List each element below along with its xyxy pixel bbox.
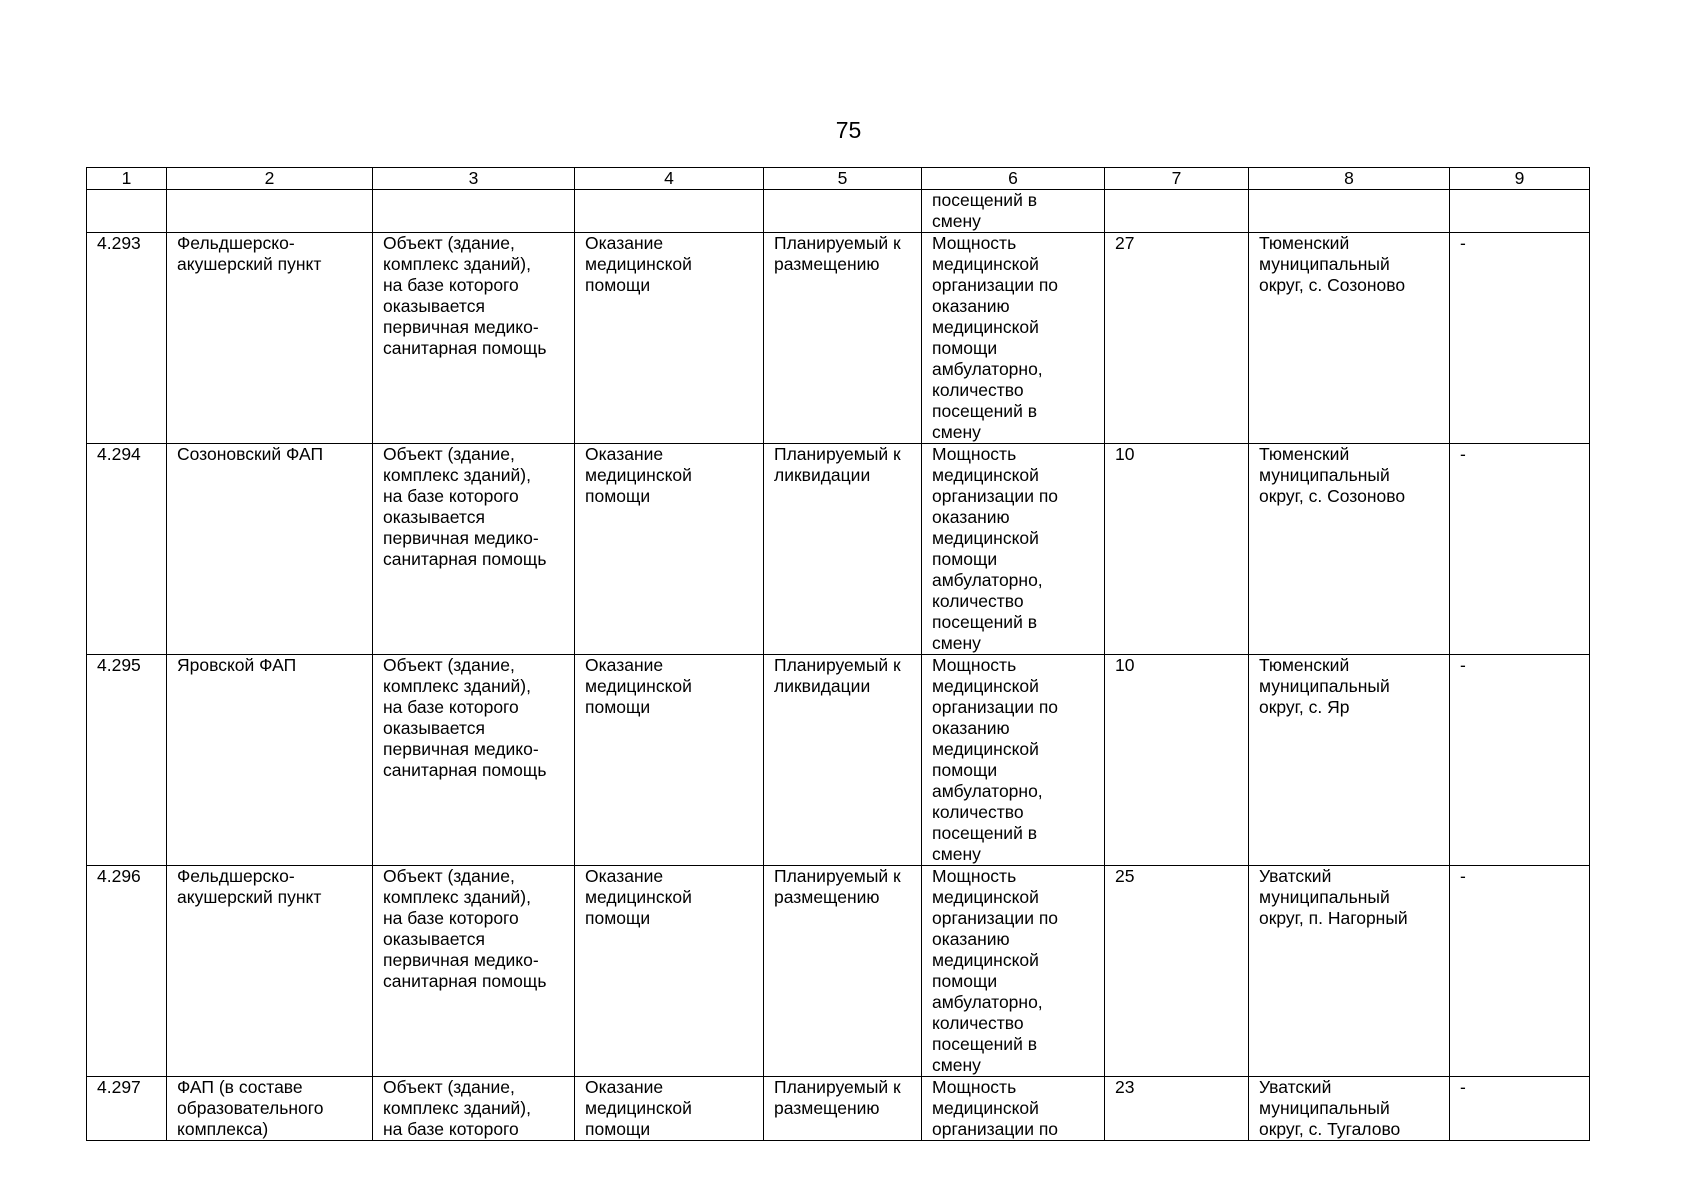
table-cell: Уватский муниципальный округ, п. Нагорный	[1249, 866, 1450, 1077]
table-cell: ФАП (в составе образовательного комплекса)	[167, 1077, 373, 1141]
table-cell: 4.294	[87, 444, 167, 655]
table-cell: посещений в смену	[922, 190, 1105, 233]
table-cell: Объект (здание, комплекс зданий), на базе которого оказывается первичная медико- санитарная помощь	[373, 233, 575, 444]
table-cell: Фельдшерско- акушерский пункт	[167, 866, 373, 1077]
table-row	[87, 655, 1590, 866]
header-cell: 5	[764, 168, 922, 190]
table-cell: -	[1450, 233, 1590, 444]
table-cell: 4.297	[87, 1077, 167, 1141]
table-cell: Мощность медицинской организации по	[922, 1077, 1105, 1141]
table-cell: 4.295	[87, 655, 167, 866]
table-cell	[1450, 190, 1590, 233]
table-cell	[373, 190, 575, 233]
table-cell: Оказание медицинской помощи	[575, 1077, 764, 1141]
table-cell: Тюменский муниципальный округ, с. Созоново	[1249, 233, 1450, 444]
header-cell: 7	[1105, 168, 1249, 190]
objects-table	[86, 167, 1590, 1141]
table-cell: -	[1450, 1077, 1590, 1141]
table-cell: Планируемый к размещению	[764, 1077, 922, 1141]
table-cell: Объект (здание, комплекс зданий), на базе которого оказывается первичная медико- санитарная помощь	[373, 655, 575, 866]
table-cell: Оказание медицинской помощи	[575, 444, 764, 655]
table-cell: Оказание медицинской помощи	[575, 655, 764, 866]
table-cell	[1105, 190, 1249, 233]
table-cell: 10	[1105, 655, 1249, 866]
table-cell	[764, 190, 922, 233]
table-cell	[167, 190, 373, 233]
table-cell: 10	[1105, 444, 1249, 655]
table-cell: Объект (здание, комплекс зданий), на базе которого оказывается первичная медико- санитарная помощь	[373, 444, 575, 655]
table-cell: 4.293	[87, 233, 167, 444]
table-cell: 23	[1105, 1077, 1249, 1141]
table-row	[87, 233, 1590, 444]
header-cell: 2	[167, 168, 373, 190]
table-cell: Оказание медицинской помощи	[575, 866, 764, 1077]
table-cell: Планируемый к размещению	[764, 866, 922, 1077]
table-header-row	[87, 168, 1590, 190]
table-cell: Планируемый к ликвидации	[764, 444, 922, 655]
header-cell: 4	[575, 168, 764, 190]
table-cell: 25	[1105, 866, 1249, 1077]
table-cell: Объект (здание, комплекс зданий), на базе которого	[373, 1077, 575, 1141]
header-cell: 8	[1249, 168, 1450, 190]
table-row	[87, 1077, 1590, 1141]
table-cell: Объект (здание, комплекс зданий), на базе которого оказывается первичная медико- санитарная помощь	[373, 866, 575, 1077]
header-cell: 6	[922, 168, 1105, 190]
table-cell: Мощность медицинской организации по оказанию медицинской помощи амбулаторно, количество посещений в смену	[922, 866, 1105, 1077]
table-cell: -	[1450, 655, 1590, 866]
table-cell	[87, 190, 167, 233]
table-cell: -	[1450, 866, 1590, 1077]
table-row	[87, 444, 1590, 655]
table-cell: Мощность медицинской организации по оказанию медицинской помощи амбулаторно, количество посещений в смену	[922, 233, 1105, 444]
table-cell: Яровской ФАП	[167, 655, 373, 866]
header-cell: 9	[1450, 168, 1590, 190]
table-cell: -	[1450, 444, 1590, 655]
table-row	[87, 866, 1590, 1077]
table-cell: Мощность медицинской организации по оказанию медицинской помощи амбулаторно, количество посещений в смену	[922, 444, 1105, 655]
page-number: 75	[835, 117, 862, 143]
table-cell: Созоновский ФАП	[167, 444, 373, 655]
table-cell: Тюменский муниципальный округ, с. Яр	[1249, 655, 1450, 866]
header-cell: 1	[87, 168, 167, 190]
table-cell: Оказание медицинской помощи	[575, 233, 764, 444]
table-cell: Тюменский муниципальный округ, с. Созоново	[1249, 444, 1450, 655]
table-cell: Уватский муниципальный округ, с. Тугалово	[1249, 1077, 1450, 1141]
table-cell	[575, 190, 764, 233]
header-cell: 3	[373, 168, 575, 190]
table-cell: Фельдшерско- акушерский пункт	[167, 233, 373, 444]
table-cell: Планируемый к размещению	[764, 233, 922, 444]
table-cell: Планируемый к ликвидации	[764, 655, 922, 866]
table-cell	[1249, 190, 1450, 233]
table-cell: 27	[1105, 233, 1249, 444]
table-cell: 4.296	[87, 866, 167, 1077]
table-row	[87, 190, 1590, 233]
table-cell: Мощность медицинской организации по оказанию медицинской помощи амбулаторно, количество посещений в смену	[922, 655, 1105, 866]
